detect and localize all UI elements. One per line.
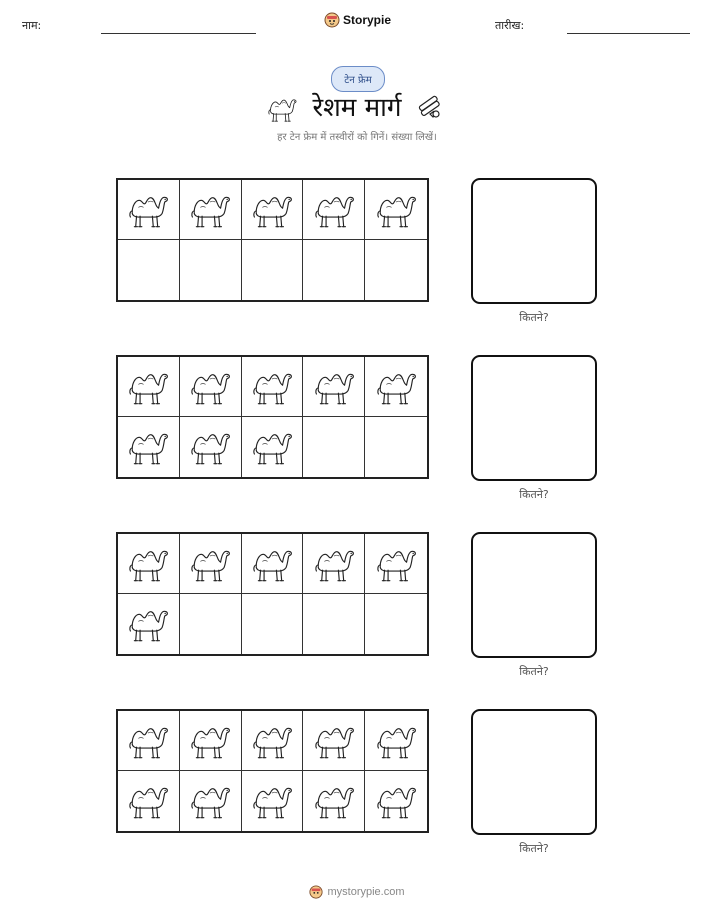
ten-frame-cell xyxy=(180,240,242,300)
camel-icon xyxy=(250,780,294,822)
answer-box[interactable] xyxy=(471,532,597,658)
camel-icon xyxy=(126,603,170,645)
camel-icon xyxy=(250,426,294,468)
camel-icon xyxy=(374,189,418,231)
ten-frame-cell xyxy=(180,534,242,594)
ten-frame-cell xyxy=(303,417,365,477)
ten-frame-cell xyxy=(118,711,180,771)
ten-frame-cell xyxy=(303,240,365,300)
camel-icon xyxy=(250,366,294,408)
how-many-label: कितने? xyxy=(519,311,549,324)
silk-rolls-icon xyxy=(414,92,444,122)
ten-frame-cell xyxy=(303,357,365,417)
camel-icon xyxy=(250,543,294,585)
camel-icon xyxy=(126,720,170,762)
ten-frame xyxy=(116,178,429,302)
ten-frame xyxy=(116,709,429,833)
date-label: तारीख: xyxy=(495,19,525,32)
how-many-label: कितने? xyxy=(519,665,549,678)
ten-frame-cell xyxy=(365,771,427,831)
camel-icon xyxy=(374,720,418,762)
camel-icon xyxy=(312,780,356,822)
ten-frame-cell xyxy=(303,180,365,240)
storypie-mascot-icon xyxy=(324,12,340,28)
camel-icon xyxy=(188,426,232,468)
camel-icon xyxy=(188,543,232,585)
ten-frame-cell xyxy=(303,771,365,831)
storypie-mascot-icon xyxy=(309,885,323,899)
camel-icon xyxy=(188,366,232,408)
ten-frame-cell xyxy=(118,180,180,240)
instructions: हर टेन फ्रेम में तस्वीरों को गिनें। संख्या लिखें। xyxy=(277,132,437,143)
title-row xyxy=(0,88,714,128)
date-line[interactable] xyxy=(567,33,690,34)
ten-frame-cell xyxy=(180,771,242,831)
camel-icon xyxy=(126,780,170,822)
camel-icon xyxy=(374,780,418,822)
camel-icon xyxy=(126,189,170,231)
ten-frame-cell xyxy=(365,417,427,477)
ten-frame-cell xyxy=(180,711,242,771)
brand-name: Storypie xyxy=(343,13,392,27)
ten-frame xyxy=(116,532,429,656)
ten-frame-cell xyxy=(118,240,180,300)
ten-frame-cell xyxy=(118,417,180,477)
camel-icon xyxy=(374,366,418,408)
ten-frame-cell xyxy=(365,180,427,240)
ten-frame-cell xyxy=(118,357,180,417)
worksheet-header xyxy=(0,0,714,50)
how-many-label: कितने? xyxy=(519,488,549,501)
name-line[interactable] xyxy=(101,33,256,34)
ten-frame-cell xyxy=(118,771,180,831)
ten-frame-cell xyxy=(180,180,242,240)
ten-frame-cell xyxy=(365,534,427,594)
answer-box[interactable] xyxy=(471,355,597,481)
camel-icon xyxy=(312,189,356,231)
ten-frame-cell xyxy=(242,534,304,594)
how-many-label: कितने? xyxy=(519,842,549,855)
camel-icon xyxy=(250,189,294,231)
ten-frame xyxy=(116,355,429,479)
camel-icon xyxy=(250,720,294,762)
ten-frame-cell xyxy=(180,417,242,477)
ten-frame-cell xyxy=(365,594,427,654)
brand-logo xyxy=(324,12,391,28)
ten-frame-cell xyxy=(242,180,304,240)
ten-frame-cell xyxy=(365,711,427,771)
ten-frame-cell xyxy=(118,594,180,654)
page-title: रेशम मार्ग xyxy=(312,93,402,123)
ten-frame-cell xyxy=(242,357,304,417)
answer-box[interactable] xyxy=(471,709,597,835)
footer xyxy=(0,885,714,899)
ten-frame-cell xyxy=(242,594,304,654)
ten-frame-cell xyxy=(365,357,427,417)
camel-icon xyxy=(126,366,170,408)
ten-frame-cell xyxy=(118,534,180,594)
camel-icon xyxy=(188,780,232,822)
ten-frame-cell xyxy=(303,534,365,594)
camel-icon xyxy=(188,189,232,231)
ten-frame-cell xyxy=(180,594,242,654)
ten-frame-cell xyxy=(242,417,304,477)
ten-frame-cell xyxy=(242,240,304,300)
ten-frame-cell xyxy=(303,711,365,771)
camel-icon xyxy=(126,426,170,468)
ten-frame-cell xyxy=(303,594,365,654)
camel-icon xyxy=(374,543,418,585)
camel-icon xyxy=(312,366,356,408)
camel-icon xyxy=(312,543,356,585)
name-label: नाम: xyxy=(22,19,42,32)
footer-url: mystorypie.com xyxy=(327,886,405,898)
answer-box[interactable] xyxy=(471,178,597,304)
topic-badge: टेन फ्रेम xyxy=(331,66,385,92)
ten-frame-cell xyxy=(365,240,427,300)
camel-icon xyxy=(126,543,170,585)
ten-frame-cell xyxy=(242,771,304,831)
camel-icon xyxy=(188,720,232,762)
ten-frame-cell xyxy=(242,711,304,771)
ten-frame-cell xyxy=(180,357,242,417)
camel-icon xyxy=(312,720,356,762)
